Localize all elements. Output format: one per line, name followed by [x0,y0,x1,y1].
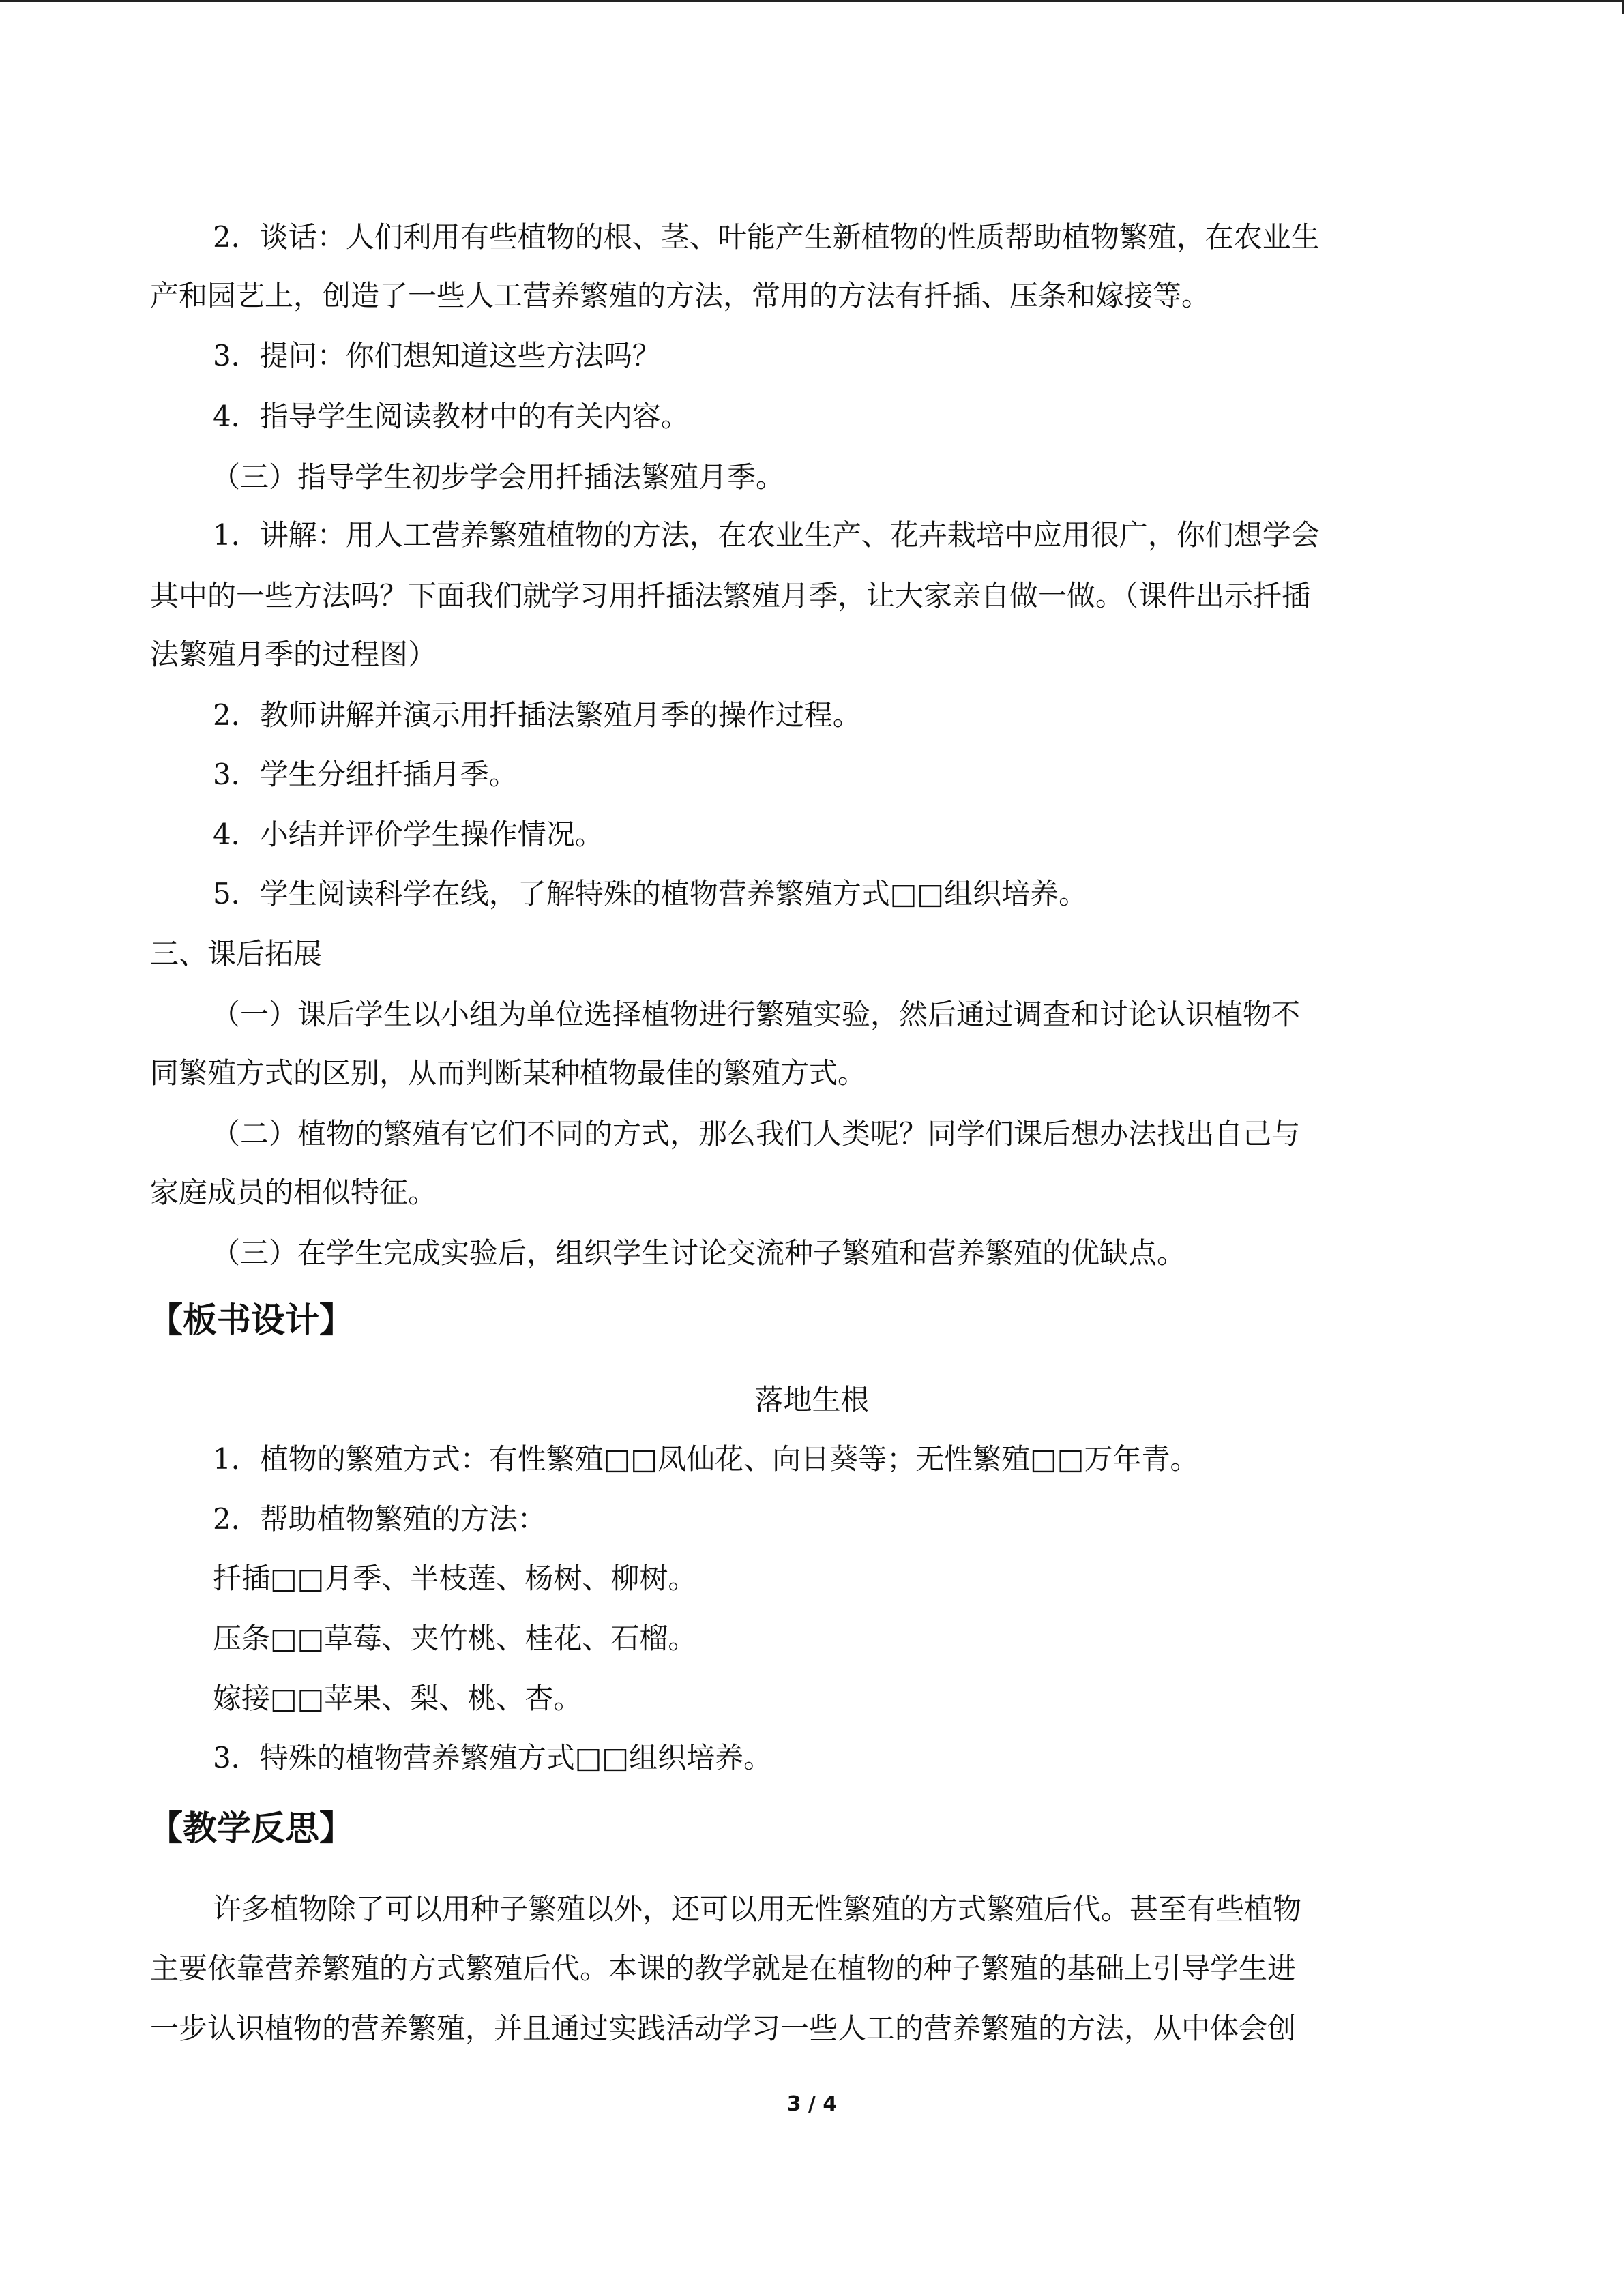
body-line: 3．提问：你们想知道这些方法吗？ [213,339,661,372]
body-line: 2．教师讲解并演示用扦插法繁殖月季的操作过程。 [213,698,861,732]
board-line: 3．特殊的植物营养繁殖方式□□组织培养。 [213,1741,773,1774]
board-line: 压条□□草莓、夹竹桃、桂花、石榴。 [213,1622,697,1655]
reflection-line: 许多植物除了可以用种子繁殖以外，还可以用无性繁殖的方式繁殖后代。甚至有些植物 [213,1892,1302,1926]
body-line: 1．讲解：用人工营养繁殖植物的方法，在农业生产、花卉栽培中应用很广，你们想学会 [213,518,1320,552]
body-line: 其中的一些方法吗？下面我们就学习用扦插法繁殖月季，让大家亲自做一做。（课件出示扦插 [150,579,1311,612]
body-line: （二）植物的繁殖有它们不同的方式，那么我们人类呢？同学们课后想办法找出自己与 [211,1117,1301,1150]
page-top-border [0,0,1624,2]
board-design-heading: 【板书设计】 [149,1300,353,1340]
board-line: 2．帮助植物繁殖的方法： [213,1502,546,1536]
body-line: 2．谈话：人们利用有些植物的根、茎、叶能产生新植物的性质帮助植物繁殖，在农业生 [213,220,1320,254]
board-line: 嫁接□□苹果、梨、桃、杏。 [213,1682,582,1715]
reflection-line: 一步认识植物的营养繁殖，并且通过实践活动学习一些人工的营养繁殖的方法，从中体会创 [150,2012,1297,2045]
board-title: 落地生根 [754,1383,870,1416]
board-line: 1．植物的繁殖方式：有性繁殖□□凤仙花、向日葵等；无性繁殖□□万年青。 [213,1442,1199,1476]
section-subheading: （三）指导学生初步学会用扦插法繁殖月季。 [211,460,785,494]
body-line: 同繁殖方式的区别，从而判断某种植物最佳的繁殖方式。 [150,1056,867,1090]
board-line: 扦插□□月季、半枝莲、杨树、柳树。 [213,1562,697,1595]
body-line: （三）在学生完成实验后，组织学生讨论交流种子繁殖和营养繁殖的优缺点。 [211,1236,1186,1270]
body-line: 4．指导学生阅读教材中的有关内容。 [213,400,690,433]
body-line: 3．学生分组扦插月季。 [213,758,518,791]
body-line: 4．小结并评价学生操作情况。 [213,818,604,851]
section-heading: 三、课后拓展 [150,937,323,970]
body-line: 家庭成员的相似特征。 [150,1176,437,1209]
body-line: 产和园艺上，创造了一些人工营养繁殖的方法，常用的方法有扦插、压条和嫁接等。 [150,279,1211,312]
body-line: 5．学生阅读科学在线，了解特殊的植物营养繁殖方式□□组织培养。 [213,877,1088,910]
reflection-line: 主要依靠营养繁殖的方式繁殖后代。本课的教学就是在植物的种子繁殖的基础上引导学生进 [150,1952,1297,1985]
reflection-heading: 【教学反思】 [149,1808,353,1848]
body-line: （一）课后学生以小组为单位选择植物进行繁殖实验，然后通过调查和讨论认识植物不 [211,998,1301,1031]
page-number: 3 / 4 [786,2092,838,2116]
body-line: 法繁殖月季的过程图） [150,638,437,671]
